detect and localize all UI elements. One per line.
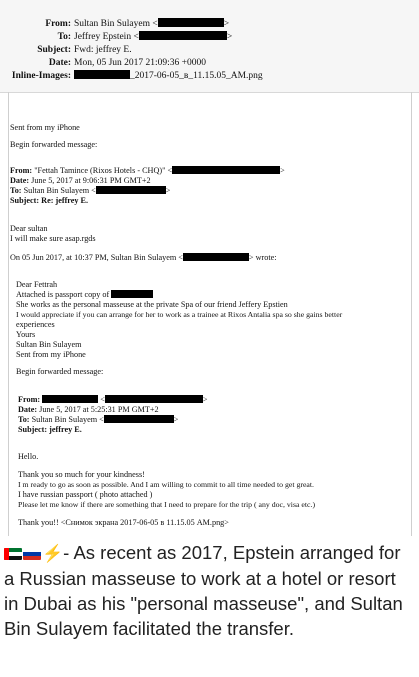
redaction-bar — [172, 166, 280, 174]
m2-subject-line: Subject: jeffrey E. — [18, 425, 82, 434]
attached-line: Attached is passport copy of — [16, 290, 153, 300]
page-edge-left — [8, 92, 9, 536]
m2-to-line: To: Sultan Bin Sulayem < > — [18, 415, 179, 424]
m1-date-line: Date: June 5, 2017 at 9:06:31 PM GMT+2 — [10, 176, 151, 185]
russia-flag-icon — [23, 548, 41, 560]
m1-to-line: To: Sultan Bin Sulayem < > — [10, 186, 171, 195]
page-edge-right — [411, 92, 412, 536]
redaction-bar — [104, 415, 174, 423]
caption-text: - As recent as 2017, Epstein arranged for a Russian masseuse to work at a hotel or resort in Dubai as his "personal masseuse", and Sultan Bin Sulayem facilitated the transfer. — [4, 542, 403, 639]
m2-from-line: From: < > — [18, 395, 208, 404]
uae-flag-icon — [4, 548, 22, 560]
m1-subject-line: Subject: Re: jeffrey E. — [10, 196, 89, 205]
redaction-bar — [183, 253, 249, 261]
m2-date-line: Date: June 5, 2017 at 5:25:31 PM GMT+2 — [18, 405, 159, 414]
redaction-bar — [42, 395, 98, 403]
redaction-bar — [139, 31, 227, 40]
m1-from-line: From: "Fettah Tamince (Rixos Hotels - CHQ)" < > — [10, 166, 285, 175]
redaction-bar — [96, 186, 166, 194]
redaction-bar — [105, 395, 203, 403]
email-document: From: Sultan Bin Sulayem < > To: Jeffrey Epstein < > Subject: Fwd: jeffrey E. Date: Mon, 05 Jun 2017 21:09:36 +0000 Inline-Images: _2017-06-05_в_11.15.05_AM.png Sent from my iPhone Begin forwarded message: From: "Fettah Tamince (Rixos Hotels - CHQ)" < > Date: June 5, 2017 at 9:06:31 PM GMT+2 To: Sultan Bin Sulayem < > Subject: Re: jeffrey E. Dear sultan I will make sure asap.rgds On 05 Jun 2017, at 10:37 PM, Sultan Bin Sulayem < > wrote: Dear Fettrah Attached is passport copy of She works as the personal masseuse at the private Spa of our friend Jeffery Epstien I would appreciate if you can arrange for her to work as a trainee at Rixos Antalia spa so she gains better experiences Yours Sultan Bin Sulayem Sent from my iPhone Begin forwarded message: From: < > Date: June 5, 2017 at 5:25:31 PM GMT+2 To: Sultan Bin Sulayem < > Subject: jeffrey E. Hello. Thank you so much for your kindness! I m ready to go as soon as possible. And I am willing to commit to all time needed to get great. I have russian passport ( photo attached ) Please let me know if there are something that I need to prepare for the trip ( any doc, visa etc.) Thank you!! <Снимок экрана 2017-06-05 в 11.15.05 AM.png> — [0, 0, 419, 536]
redaction-bar — [74, 70, 130, 79]
redaction-bar — [158, 18, 224, 27]
wrote-line: On 05 Jun 2017, at 10:37 PM, Sultan Bin Sulayem < > wrote: — [10, 253, 277, 262]
redaction-bar — [111, 290, 153, 298]
post-caption — [4, 540, 414, 641]
lightning-icon: ⚡ — [42, 544, 64, 563]
email-header: From: Sultan Bin Sulayem < > To: Jeffrey Epstein < > Subject: Fwd: jeffrey E. Date: Mon, 05 Jun 2017 21:09:36 +0000 Inline-Images: _2017-06-05_в_11.15.05_AM.png — [0, 0, 419, 93]
